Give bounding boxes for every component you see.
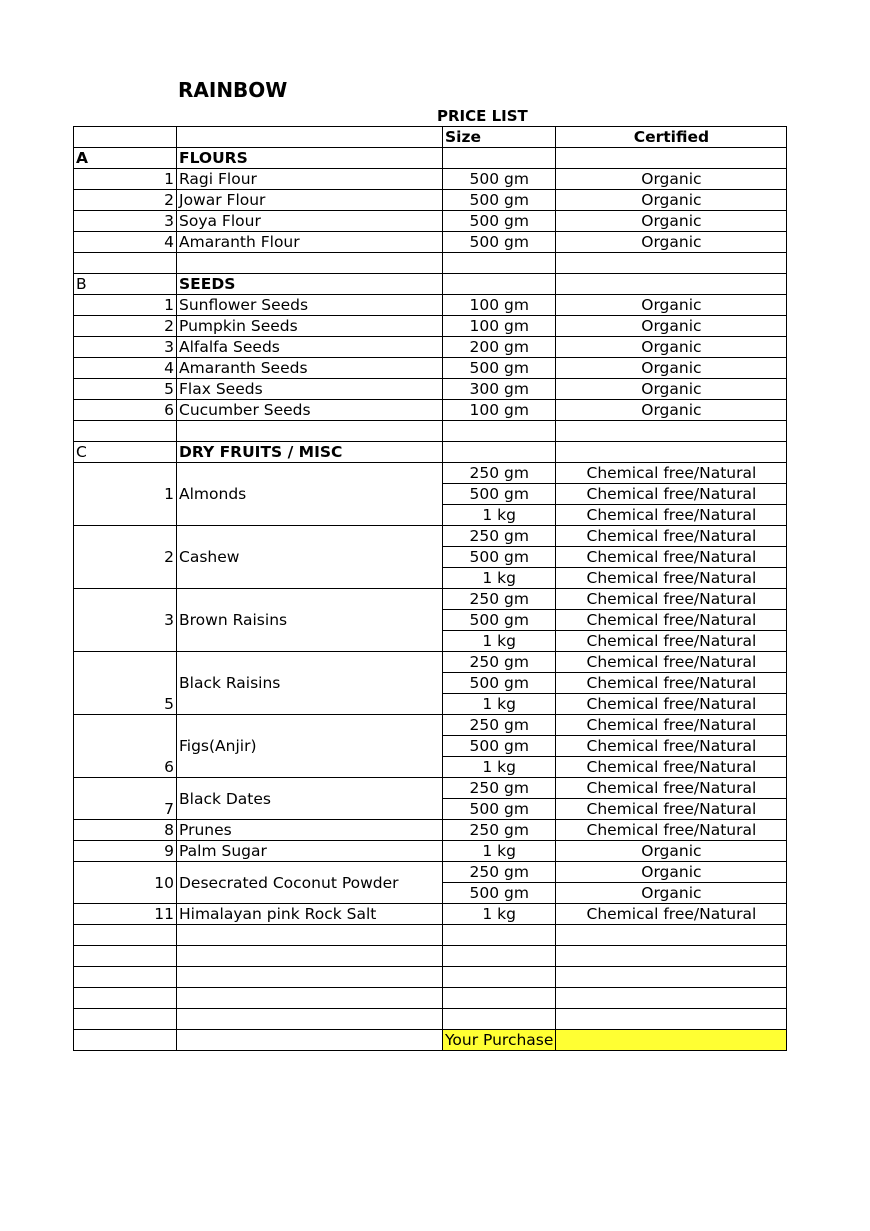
product-number-cell[interactable]: 5	[74, 379, 177, 400]
header-size-cell[interactable]: Size	[443, 127, 556, 148]
product-name-cell[interactable]: Pumpkin Seeds	[177, 316, 443, 337]
product-size-cell[interactable]: 250 gm	[443, 820, 556, 841]
product-size-cell[interactable]: 1 kg	[443, 505, 556, 526]
empty-cell[interactable]	[177, 988, 443, 1009]
product-size-cell[interactable]: 100 gm	[443, 295, 556, 316]
blank-row	[74, 925, 787, 946]
price-table	[73, 126, 787, 1051]
product-row	[74, 589, 787, 610]
product-row	[74, 337, 787, 358]
empty-cell[interactable]	[556, 421, 787, 442]
product-certified-cell[interactable]: Organic	[556, 190, 787, 211]
empty-cell[interactable]	[443, 946, 556, 967]
product-row	[74, 190, 787, 211]
product-number-cell[interactable]: 2	[74, 526, 177, 589]
product-certified-cell[interactable]: Chemical free/Natural	[556, 799, 787, 820]
empty-cell[interactable]	[74, 1030, 177, 1051]
empty-cell[interactable]	[74, 946, 177, 967]
product-name-cell[interactable]: Palm Sugar	[177, 841, 443, 862]
product-size-cell[interactable]: 1 kg	[443, 841, 556, 862]
product-name-cell[interactable]: Alfalfa Seeds	[177, 337, 443, 358]
product-row	[74, 652, 787, 673]
product-row	[74, 295, 787, 316]
product-row	[74, 379, 787, 400]
product-name-cell[interactable]: Amaranth Seeds	[177, 358, 443, 379]
product-name-cell[interactable]: Cucumber Seeds	[177, 400, 443, 421]
empty-cell[interactable]	[443, 274, 556, 295]
product-name-cell[interactable]: Amaranth Flour	[177, 232, 443, 253]
empty-cell[interactable]	[443, 925, 556, 946]
empty-cell[interactable]	[443, 148, 556, 169]
product-number-cell[interactable]: 9	[74, 841, 177, 862]
product-certified-cell[interactable]: Chemical free/Natural	[556, 463, 787, 484]
empty-cell[interactable]	[74, 253, 177, 274]
product-certified-cell[interactable]: Organic	[556, 169, 787, 190]
product-size-cell[interactable]: 250 gm	[443, 652, 556, 673]
section-title-cell[interactable]: SEEDS	[177, 274, 443, 295]
product-certified-cell[interactable]: Chemical free/Natural	[556, 904, 787, 925]
price-list-heading: PRICE LIST	[437, 107, 528, 125]
product-row	[74, 841, 787, 862]
product-number-cell[interactable]: 4	[74, 232, 177, 253]
product-certified-cell[interactable]: Chemical free/Natural	[556, 673, 787, 694]
product-number-cell[interactable]: 4	[74, 358, 177, 379]
empty-cell[interactable]	[556, 442, 787, 463]
product-number-cell[interactable]: 3	[74, 337, 177, 358]
your-purchase-cell[interactable]: Your Purchase	[443, 1030, 556, 1051]
product-certified-cell[interactable]: Chemical free/Natural	[556, 484, 787, 505]
empty-cell[interactable]	[74, 421, 177, 442]
product-name-cell[interactable]: Almonds	[177, 463, 443, 526]
product-size-cell[interactable]: 500 gm	[443, 169, 556, 190]
product-number-cell[interactable]: 7	[74, 778, 177, 820]
product-name-cell[interactable]: Black Dates	[177, 778, 443, 820]
product-number-cell[interactable]: 10	[74, 862, 177, 904]
product-row	[74, 904, 787, 925]
header-row	[74, 127, 787, 148]
product-size-cell[interactable]: 1 kg	[443, 757, 556, 778]
empty-cell[interactable]	[556, 967, 787, 988]
empty-cell[interactable]	[556, 148, 787, 169]
product-number-cell[interactable]: 5	[74, 652, 177, 715]
empty-cell[interactable]	[443, 253, 556, 274]
product-row	[74, 169, 787, 190]
product-certified-cell[interactable]: Organic	[556, 400, 787, 421]
product-certified-cell[interactable]: Chemical free/Natural	[556, 757, 787, 778]
empty-cell[interactable]	[177, 946, 443, 967]
product-size-cell[interactable]: 1 kg	[443, 904, 556, 925]
empty-cell[interactable]	[177, 1030, 443, 1051]
product-certified-cell[interactable]: Chemical free/Natural	[556, 820, 787, 841]
blank-row	[74, 946, 787, 967]
product-size-cell[interactable]: 250 gm	[443, 463, 556, 484]
product-size-cell[interactable]: 500 gm	[443, 883, 556, 904]
empty-cell[interactable]	[443, 967, 556, 988]
product-name-cell[interactable]: Black Raisins	[177, 652, 443, 715]
product-number-cell[interactable]: 3	[74, 211, 177, 232]
product-certified-cell[interactable]: Organic	[556, 232, 787, 253]
product-certified-cell[interactable]: Chemical free/Natural	[556, 505, 787, 526]
product-certified-cell[interactable]: Organic	[556, 295, 787, 316]
product-size-cell[interactable]: 500 gm	[443, 673, 556, 694]
product-size-cell[interactable]: 200 gm	[443, 337, 556, 358]
product-size-cell[interactable]: 500 gm	[443, 610, 556, 631]
product-name-cell[interactable]: Ragi Flour	[177, 169, 443, 190]
product-size-cell[interactable]: 500 gm	[443, 547, 556, 568]
product-number-cell[interactable]: 1	[74, 295, 177, 316]
product-certified-cell[interactable]: Chemical free/Natural	[556, 631, 787, 652]
product-certified-cell[interactable]: Organic	[556, 358, 787, 379]
product-size-cell[interactable]: 500 gm	[443, 190, 556, 211]
blank-row	[74, 988, 787, 1009]
empty-cell[interactable]	[177, 925, 443, 946]
empty-cell[interactable]	[74, 1009, 177, 1030]
empty-cell[interactable]	[443, 1009, 556, 1030]
header-certified-cell[interactable]: Certified	[556, 127, 787, 148]
sheet-title: RAINBOW	[178, 78, 288, 102]
product-row	[74, 358, 787, 379]
product-number-cell[interactable]: 6	[74, 715, 177, 778]
purchase-row	[74, 1030, 787, 1051]
product-size-cell[interactable]: 1 kg	[443, 568, 556, 589]
product-certified-cell[interactable]: Chemical free/Natural	[556, 547, 787, 568]
blank-row	[74, 967, 787, 988]
product-name-cell[interactable]: Figs(Anjir)	[177, 715, 443, 778]
product-size-cell[interactable]: 250 gm	[443, 715, 556, 736]
product-certified-cell[interactable]: Organic	[556, 862, 787, 883]
product-certified-cell[interactable]: Chemical free/Natural	[556, 589, 787, 610]
product-number-cell[interactable]: 2	[74, 316, 177, 337]
spacer-row	[74, 421, 787, 442]
empty-cell[interactable]	[443, 988, 556, 1009]
product-name-cell[interactable]: Desecrated Coconut Powder	[177, 862, 443, 904]
empty-cell[interactable]	[74, 967, 177, 988]
header-num-cell[interactable]	[74, 127, 177, 148]
product-certified-cell[interactable]: Chemical free/Natural	[556, 715, 787, 736]
section-letter-cell[interactable]: A	[74, 148, 177, 169]
product-row	[74, 778, 787, 799]
product-name-cell[interactable]: Brown Raisins	[177, 589, 443, 652]
header-name-cell[interactable]	[177, 127, 443, 148]
product-size-cell[interactable]: 500 gm	[443, 484, 556, 505]
product-size-cell[interactable]: 500 gm	[443, 211, 556, 232]
product-number-cell[interactable]: 1	[74, 463, 177, 526]
product-number-cell[interactable]: 3	[74, 589, 177, 652]
product-certified-cell[interactable]: Chemical free/Natural	[556, 736, 787, 757]
empty-cell[interactable]	[177, 967, 443, 988]
product-certified-cell[interactable]: Chemical free/Natural	[556, 778, 787, 799]
empty-cell[interactable]	[177, 253, 443, 274]
section-title-cell[interactable]: FLOURS	[177, 148, 443, 169]
empty-cell[interactable]	[556, 988, 787, 1009]
spacer-row	[74, 253, 787, 274]
product-certified-cell[interactable]: Organic	[556, 883, 787, 904]
product-name-cell[interactable]: Jowar Flour	[177, 190, 443, 211]
section-letter-cell[interactable]: C	[74, 442, 177, 463]
product-number-cell[interactable]: 2	[74, 190, 177, 211]
empty-cell[interactable]	[556, 946, 787, 967]
empty-cell[interactable]	[177, 421, 443, 442]
product-number-cell[interactable]: 8	[74, 820, 177, 841]
product-size-cell[interactable]: 250 gm	[443, 778, 556, 799]
product-row	[74, 463, 787, 484]
product-size-cell[interactable]: 250 gm	[443, 526, 556, 547]
product-number-cell[interactable]: 6	[74, 400, 177, 421]
product-certified-cell[interactable]: Organic	[556, 379, 787, 400]
price-table-body	[74, 127, 787, 1051]
product-size-cell[interactable]: 500 gm	[443, 736, 556, 757]
product-certified-cell[interactable]: Chemical free/Natural	[556, 568, 787, 589]
product-certified-cell[interactable]: Organic	[556, 841, 787, 862]
empty-cell[interactable]	[177, 1009, 443, 1030]
product-certified-cell[interactable]: Chemical free/Natural	[556, 694, 787, 715]
product-name-cell[interactable]: Cashew	[177, 526, 443, 589]
product-number-cell[interactable]: 11	[74, 904, 177, 925]
section-letter-cell[interactable]: B	[74, 274, 177, 295]
product-size-cell[interactable]: 500 gm	[443, 232, 556, 253]
product-size-cell[interactable]: 500 gm	[443, 358, 556, 379]
product-certified-cell[interactable]: Organic	[556, 211, 787, 232]
product-certified-cell[interactable]: Chemical free/Natural	[556, 610, 787, 631]
product-size-cell[interactable]: 250 gm	[443, 862, 556, 883]
section-header-row	[74, 442, 787, 463]
product-name-cell[interactable]: Soya Flour	[177, 211, 443, 232]
product-name-cell[interactable]: Prunes	[177, 820, 443, 841]
product-certified-cell[interactable]: Chemical free/Natural	[556, 652, 787, 673]
product-size-cell[interactable]: 100 gm	[443, 400, 556, 421]
product-certified-cell[interactable]: Chemical free/Natural	[556, 526, 787, 547]
empty-cell[interactable]	[443, 421, 556, 442]
product-row	[74, 715, 787, 736]
empty-cell[interactable]	[556, 925, 787, 946]
product-name-cell[interactable]: Sunflower Seeds	[177, 295, 443, 316]
empty-cell[interactable]	[556, 1009, 787, 1030]
product-name-cell[interactable]: Flax Seeds	[177, 379, 443, 400]
section-title-cell[interactable]: DRY FRUITS / MISC	[177, 442, 443, 463]
empty-cell[interactable]	[74, 925, 177, 946]
empty-cell[interactable]	[556, 253, 787, 274]
purchase-total-cell[interactable]	[556, 1030, 787, 1051]
product-size-cell[interactable]: 100 gm	[443, 316, 556, 337]
product-row	[74, 526, 787, 547]
product-size-cell[interactable]: 500 gm	[443, 799, 556, 820]
product-row	[74, 232, 787, 253]
product-size-cell[interactable]: 1 kg	[443, 694, 556, 715]
product-size-cell[interactable]: 250 gm	[443, 589, 556, 610]
product-certified-cell[interactable]: Organic	[556, 337, 787, 358]
empty-cell[interactable]	[74, 988, 177, 1009]
product-certified-cell[interactable]: Organic	[556, 316, 787, 337]
product-name-cell[interactable]: Himalayan pink Rock Salt	[177, 904, 443, 925]
section-header-row	[74, 148, 787, 169]
product-row	[74, 820, 787, 841]
empty-cell[interactable]	[443, 442, 556, 463]
product-row	[74, 862, 787, 883]
product-row	[74, 211, 787, 232]
blank-row	[74, 1009, 787, 1030]
product-size-cell[interactable]: 1 kg	[443, 631, 556, 652]
section-header-row	[74, 274, 787, 295]
product-number-cell[interactable]: 1	[74, 169, 177, 190]
product-row	[74, 400, 787, 421]
product-row	[74, 316, 787, 337]
product-size-cell[interactable]: 300 gm	[443, 379, 556, 400]
empty-cell[interactable]	[556, 274, 787, 295]
